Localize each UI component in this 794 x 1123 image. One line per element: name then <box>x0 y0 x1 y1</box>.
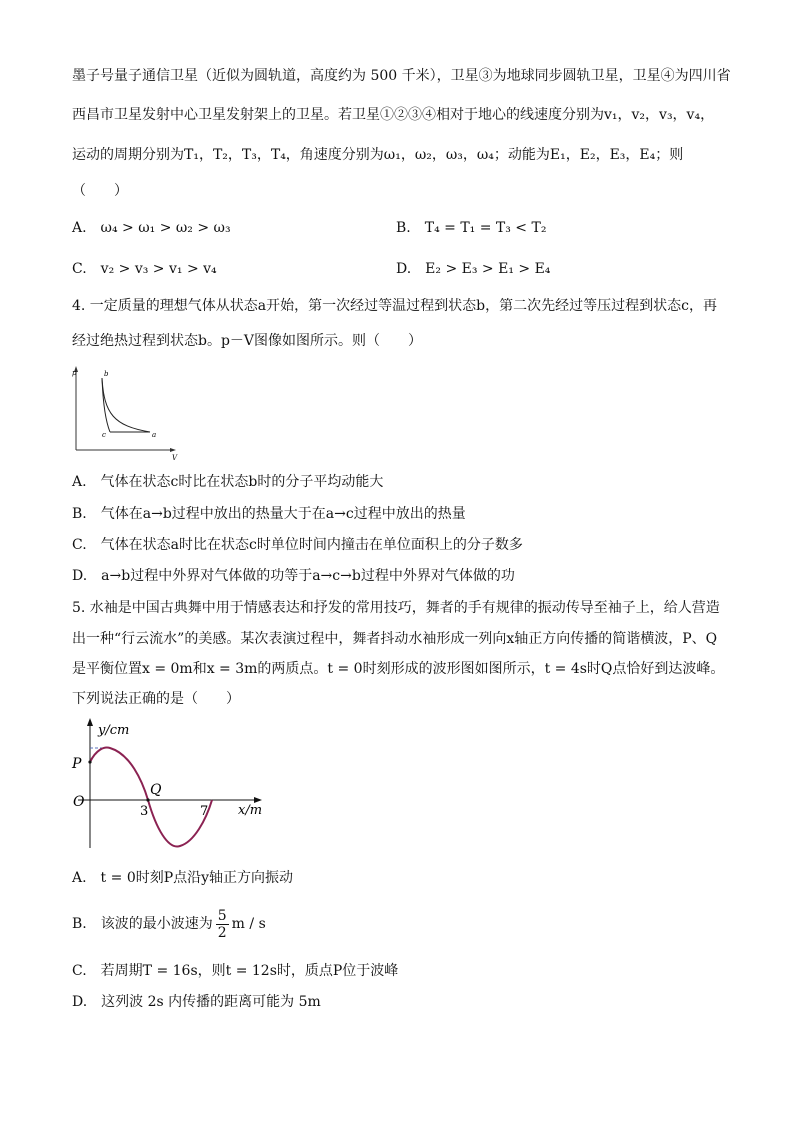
q-point-label: Q <box>150 782 162 798</box>
fraction-five-halves <box>216 908 229 941</box>
q3-text-line-1: 墨子号量子通信卫星（近似为圆轨道，高度约为 500 千米），卫星③为地球同步圆轨卫星，卫星④为四川省 <box>72 68 731 84</box>
q4-option-d: D. a→b过程中外界对气体做的功等于a→c→b过程中外界对气体做的功 <box>72 568 515 584</box>
pv-diagram <box>66 364 182 460</box>
q4-stem-line-2: 经过绝热过程到状态b。p－V图像如图所示。则（ ） <box>72 333 423 349</box>
q3-text-line-4: （ ） <box>72 183 128 199</box>
v-axis-arrow <box>170 448 176 452</box>
q5-option-c: C. 若周期T = 16s，则t = 12s时，质点P位于波峰 <box>72 963 399 979</box>
state-a-label: a <box>152 431 157 439</box>
point-q <box>146 798 149 801</box>
q3-option-d: D. E₂ > E₃ > E₁ > E₄ <box>396 261 551 277</box>
v-label: V <box>172 454 178 460</box>
q4-stem-line-1: 4. 一定质量的理想气体从状态a开始，第一次经过等温过程到状态b，第二次先经过等压过程到状态c，再 <box>72 298 717 314</box>
q5-stem-line-4: 下列说法正确的是（ ） <box>72 691 240 707</box>
fraction-numerator: 5 <box>217 907 227 924</box>
state-b-label: b <box>104 370 109 378</box>
q5-option-d: D. 这列波 2s 内传播的距离可能为 5m <box>72 994 321 1010</box>
q3-option-b: B. T₄ = T₁ = T₃ < T₂ <box>396 220 547 236</box>
p-point-label: P <box>72 756 82 772</box>
p-label: p <box>72 369 77 377</box>
y-axis-label: y/cm <box>98 723 130 738</box>
q3-option-a: A. ω₄ > ω₁ > ω₂ > ω₃ <box>72 220 231 236</box>
q5-stem-line-2: 出一种“行云流水”的美感。某次表演过程中，舞者抖动水袖形成一列向x轴正方向传播的简谐横波，P、Q <box>72 631 718 647</box>
q4-option-c: C. 气体在状态a时比在状态c时单位时间内撞击在单位面积上的分子数多 <box>72 537 523 553</box>
q4-option-a: A. 气体在状态c时比在状态b时的分子平均动能大 <box>72 474 384 490</box>
y-axis-arrow <box>87 718 93 726</box>
origin-label: O <box>73 794 85 810</box>
isothermal-curve-ab <box>102 378 150 432</box>
point-p <box>88 760 91 763</box>
q4-option-b: B. 气体在a→b过程中放出的热量大于在a→c过程中放出的热量 <box>72 506 466 522</box>
q3-text-line-2: 西昌市卫星发射中心卫星发射架上的卫星。若卫星①②③④相对于地心的线速度分别为v₁，v₂，v₃，v₄， <box>72 107 715 123</box>
q3-option-c: C. v₂ > v₃ > v₁ > v₄ <box>72 261 217 277</box>
q5-option-a: A. t = 0时刻P点沿y轴正方向振动 <box>72 870 294 886</box>
adiabatic-curve-cb <box>102 378 110 432</box>
x-axis-label: x/m <box>238 803 263 818</box>
q5-option-b-unit: m / s <box>231 916 266 932</box>
state-c-label: c <box>102 431 106 439</box>
fraction-denominator: 2 <box>217 924 227 941</box>
tick-7-label: 7 <box>200 804 209 819</box>
q5-stem-line-1: 5. 水袖是中国古典舞中用于情感表达和抒发的常用技巧，舞者的手有规律的振动传导至袖子上，给人营造 <box>72 600 720 616</box>
tick-3-label: 3 <box>140 804 149 819</box>
q5-stem-line-3: 是平衡位置x = 0m和x = 3m的两质点。t = 0时刻形成的波形图如图所示，t = 4s时Q点恰好到达波峰。 <box>72 661 725 677</box>
q3-text-line-3: 运动的周期分别为T₁，T₂，T₃，T₄，角速度分别为ω₁，ω₂，ω₃，ω₄；动能为E₁，E₂，E₃，E₄；则 <box>72 147 684 163</box>
q5-option-b <box>72 906 266 942</box>
wave-diagram <box>70 716 270 852</box>
q5-option-b-text: B. 该波的最小波速为 <box>72 916 213 932</box>
